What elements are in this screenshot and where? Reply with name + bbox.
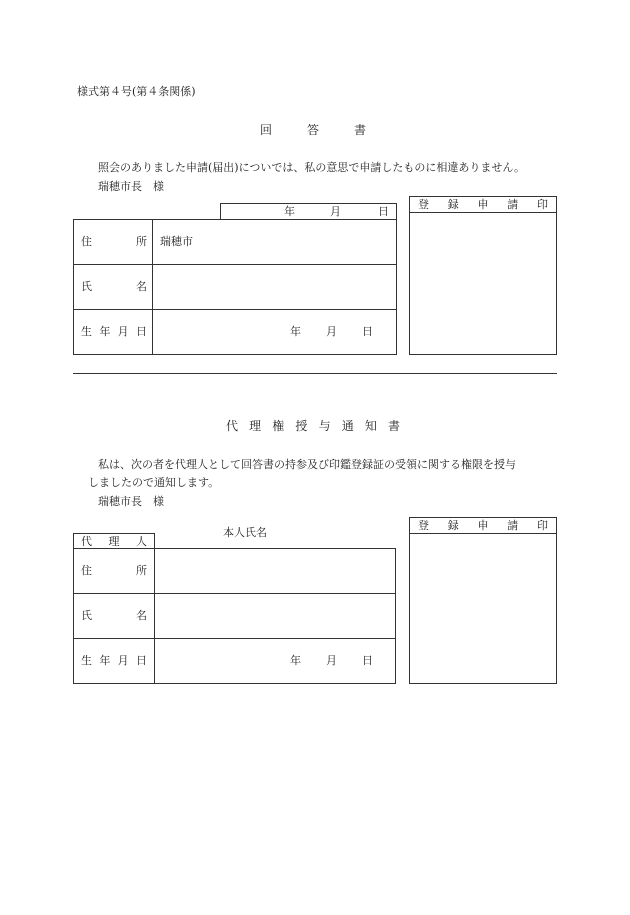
seal-header: 登 録 申 請 印 <box>418 198 548 211</box>
dob-year: 年 <box>290 325 301 338</box>
proxy-seal-header-line <box>409 533 557 534</box>
applicant-table-divider <box>152 219 153 355</box>
agent-dob-day: 日 <box>362 654 373 667</box>
dob-month: 月 <box>326 325 337 338</box>
principal-name-label: 本人氏名 <box>223 526 267 539</box>
date-day-label: 日 <box>378 205 389 218</box>
proxy-seal-header: 登 録 申 請 印 <box>418 519 548 532</box>
agent-label: 代 理 人 <box>81 535 147 548</box>
agent-dob-label: 生 年 月 日 <box>81 654 147 667</box>
agent-dob-year: 年 <box>290 654 301 667</box>
date-header-box <box>220 203 397 220</box>
proxy-statement-line1: 私は、次の者を代理人として回答書の持参及び印鑑登録証の受領に関する権限を授与 <box>98 458 516 471</box>
form-number: 様式第４号(第４条関係) <box>77 85 196 98</box>
proxy-statement-line2: しましたので通知します。 <box>88 476 220 489</box>
applicant-row-line <box>73 264 397 265</box>
reply-statement: 照会のありました申請(届出)についでは、私の意思で申請したものに相違ありません。 <box>98 161 526 174</box>
seal-header-line <box>409 212 557 213</box>
date-month-label: 月 <box>330 205 341 218</box>
agent-row-line <box>73 638 396 639</box>
agent-address-label: 住 所 <box>81 564 147 577</box>
reply-addressee: 瑞穂市長 様 <box>98 180 164 193</box>
reply-title: 回 答 書 <box>260 123 366 137</box>
agent-row-line <box>73 593 396 594</box>
dob-day: 日 <box>362 325 373 338</box>
agent-dob-month: 月 <box>326 654 337 667</box>
applicant-row-line <box>73 309 397 310</box>
agent-name-label: 氏 名 <box>81 609 147 622</box>
address-label: 住 所 <box>81 235 147 248</box>
proxy-addressee: 瑞穂市長 様 <box>98 495 164 508</box>
proxy-title: 代 理 権 授 与 通 知 書 <box>226 419 400 433</box>
dob-label: 生 年 月 日 <box>81 325 147 338</box>
registered-seal-box <box>409 196 557 355</box>
agent-table-divider <box>154 548 155 684</box>
proxy-registered-seal-box <box>409 517 557 684</box>
name-label: 氏 名 <box>81 280 147 293</box>
address-value: 瑞穂市 <box>160 235 193 248</box>
date-year-label: 年 <box>284 205 295 218</box>
section-divider <box>73 373 557 374</box>
